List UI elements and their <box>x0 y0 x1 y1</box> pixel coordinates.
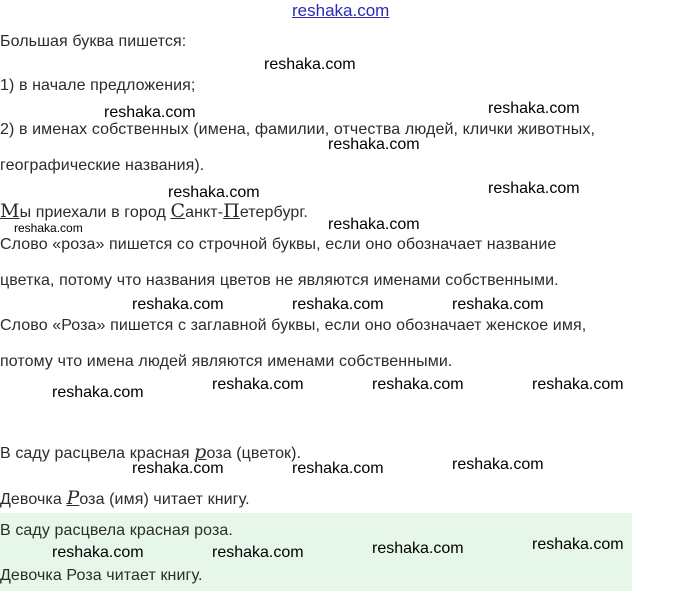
watermark: reshaka.com <box>52 544 144 561</box>
watermark: reshaka.com <box>212 544 304 561</box>
explanation-lowercase-line-2: цветка, потому что названия цветов не являются именами собственными. <box>0 272 559 289</box>
watermark: reshaka.com <box>132 460 224 477</box>
example-text: анкт- <box>185 204 224 221</box>
watermark: reshaka.com <box>168 184 260 201</box>
explanation-lowercase-line-1: Слово «роза» пишется со строчной буквы, если оно обозначает название <box>0 236 557 253</box>
example-text: ы приехали в город <box>19 204 171 221</box>
watermark: reshaka.com <box>372 540 464 557</box>
watermark: reshaka.com <box>292 460 384 477</box>
watermark: reshaka.com <box>292 296 384 313</box>
explanation-uppercase-line-1: Слово «Роза» пишется с заглавной буквы, если оно обозначает женское имя, <box>0 317 587 334</box>
watermark: reshaka.com <box>264 56 356 73</box>
watermark: reshaka.com <box>452 456 544 473</box>
example-text: Девочка <box>0 491 67 508</box>
watermark: reshaka.com <box>14 221 83 235</box>
watermark: reshaka.com <box>488 100 580 117</box>
rule-item-2-line-2: географические названия). <box>0 157 205 174</box>
watermark: reshaka.com <box>132 296 224 313</box>
rule-item-1: 1) в начале предложения; <box>0 77 196 94</box>
example-sentence-name <box>0 487 250 509</box>
example-text: етербург. <box>239 204 308 221</box>
answer-line-2: Девочка Роза читает книгу. <box>0 567 203 584</box>
example-text: оза (цветок). <box>206 445 302 462</box>
capital-letter-highlight: Р <box>66 487 80 509</box>
watermark: reshaka.com <box>52 384 144 401</box>
lowercase-letter-highlight: р <box>194 441 207 463</box>
capital-letter-highlight: П <box>223 200 240 222</box>
example-text: оза (имя) читает книгу. <box>79 491 250 508</box>
watermark: reshaka.com <box>488 180 580 197</box>
capital-letter-highlight: С <box>170 200 186 222</box>
rule-intro: Большая буква пишется: <box>0 33 187 50</box>
capital-letter-highlight: М <box>0 200 20 222</box>
watermark: reshaka.com <box>328 216 420 233</box>
explanation-uppercase-line-2: потому что имена людей являются именами собственными. <box>0 353 453 370</box>
watermark: reshaka.com <box>532 536 624 553</box>
example-text: В саду расцвела красная <box>0 445 195 462</box>
watermark: reshaka.com <box>372 376 464 393</box>
watermark: reshaka.com <box>532 376 624 393</box>
example-sentence-city <box>0 200 308 222</box>
watermark: reshaka.com <box>104 104 196 121</box>
watermark: reshaka.com <box>328 136 420 153</box>
site-header-link[interactable]: reshaka.com <box>292 1 390 20</box>
watermark: reshaka.com <box>212 376 304 393</box>
answer-line-1: В саду расцвела красная роза. <box>0 522 233 539</box>
rule-item-2-line-1: 2) в именах собственных (имена, фамилии, отчества людей, клички животных, <box>0 121 595 138</box>
watermark: reshaka.com <box>452 296 544 313</box>
